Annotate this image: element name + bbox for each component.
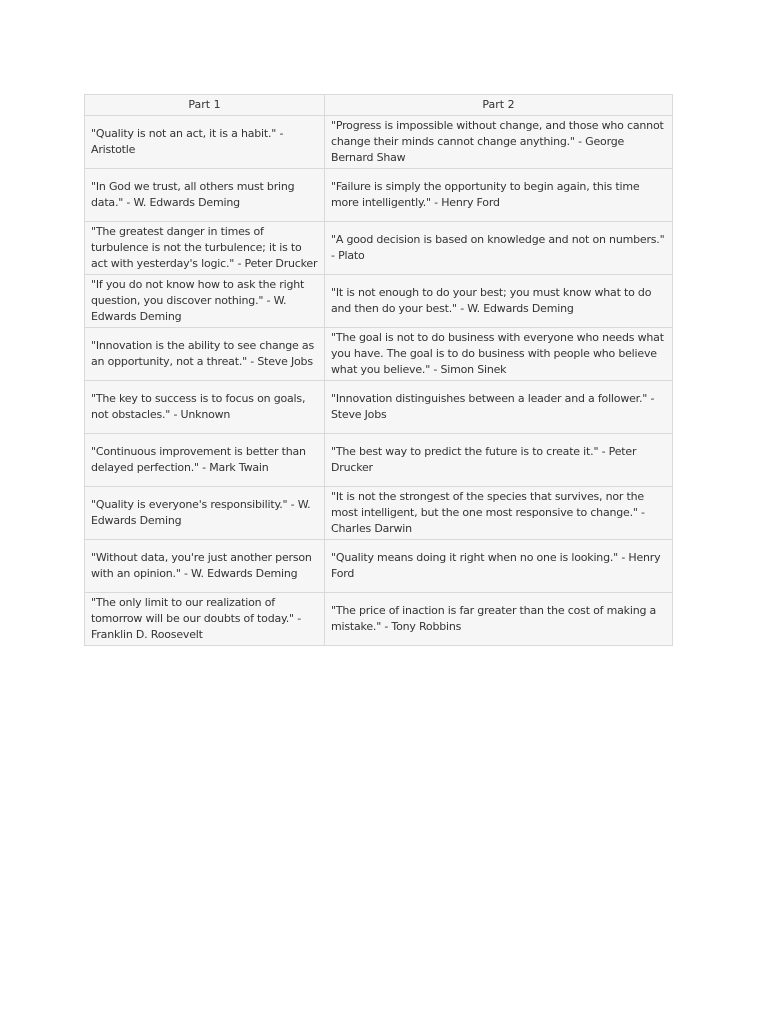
quote-cell-part-1: "The greatest danger in times of turbulence is not the turbulence; it is to act with yesterday's logic." - Peter Drucker xyxy=(85,222,325,275)
table-row xyxy=(85,487,673,540)
quote-cell-part-2: "The best way to predict the future is to create it." - Peter Drucker xyxy=(325,434,673,487)
quote-cell-part-2: "Innovation distinguishes between a leader and a follower." - Steve Jobs xyxy=(325,381,673,434)
quote-cell-part-1: "Continuous improvement is better than delayed perfection." - Mark Twain xyxy=(85,434,325,487)
table-row xyxy=(85,169,673,222)
table-row xyxy=(85,328,673,381)
quote-cell-part-1: "Quality is not an act, it is a habit." - Aristotle xyxy=(85,116,325,169)
quote-cell-part-1: "If you do not know how to ask the right question, you discover nothing." - W. Edwards Deming xyxy=(85,275,325,328)
header-row xyxy=(85,95,673,116)
quote-cell-part-2: "Quality means doing it right when no one is looking." - Henry Ford xyxy=(325,540,673,593)
quote-cell-part-1: "In God we trust, all others must bring data." - W. Edwards Deming xyxy=(85,169,325,222)
quote-cell-part-2: "The goal is not to do business with everyone who needs what you have. The goal is to do business with people who believe what you believe." - Simon Sinek xyxy=(325,328,673,381)
table-row xyxy=(85,381,673,434)
table-row xyxy=(85,222,673,275)
quote-cell-part-1: "The key to success is to focus on goals, not obstacles." - Unknown xyxy=(85,381,325,434)
quote-cell-part-1: "Without data, you're just another person with an opinion." - W. Edwards Deming xyxy=(85,540,325,593)
quote-cell-part-1: "The only limit to our realization of tomorrow will be our doubts of today." - Franklin D. Roosevelt xyxy=(85,593,325,646)
header-part-2: Part 2 xyxy=(325,95,673,116)
table-row xyxy=(85,116,673,169)
quote-cell-part-1: "Innovation is the ability to see change as an opportunity, not a threat." - Steve Jobs xyxy=(85,328,325,381)
table-row xyxy=(85,593,673,646)
quote-cell-part-1: "Quality is everyone's responsibility." - W. Edwards Deming xyxy=(85,487,325,540)
quote-cell-part-2: "It is not the strongest of the species that survives, nor the most intelligent, but the one most responsive to change." - Charles Darwin xyxy=(325,487,673,540)
quotes-table xyxy=(84,94,673,646)
quote-cell-part-2: "A good decision is based on knowledge and not on numbers." - Plato xyxy=(325,222,673,275)
header-part-1: Part 1 xyxy=(85,95,325,116)
table-row xyxy=(85,434,673,487)
quote-cell-part-2: "Failure is simply the opportunity to begin again, this time more intelligently." - Henry Ford xyxy=(325,169,673,222)
quote-cell-part-2: "The price of inaction is far greater than the cost of making a mistake." - Tony Robbins xyxy=(325,593,673,646)
quote-cell-part-2: "It is not enough to do your best; you must know what to do and then do your best." - W. Edwards Deming xyxy=(325,275,673,328)
table-row xyxy=(85,540,673,593)
table-body xyxy=(85,116,673,646)
quote-cell-part-2: "Progress is impossible without change, and those who cannot change their minds cannot change anything." - George Bernard Shaw xyxy=(325,116,673,169)
table-header xyxy=(85,95,673,116)
table-row xyxy=(85,275,673,328)
